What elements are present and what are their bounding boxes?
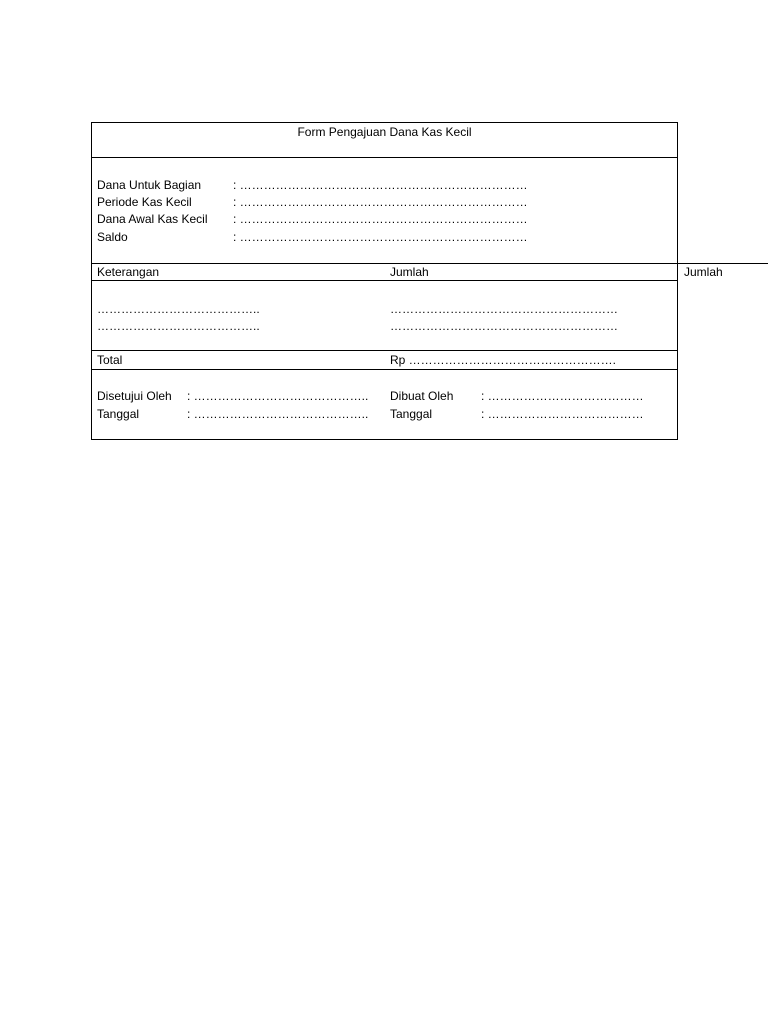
made-date-label: Tanggal <box>390 407 433 421</box>
approved-date-label: Tanggal <box>97 407 140 421</box>
made-by-value[interactable]: : ………………………………… <box>481 389 644 403</box>
divider-title <box>91 157 678 158</box>
field-value-dana-awal-kas-kecil[interactable]: : ……………………………………………………………… <box>233 212 528 226</box>
field-label-saldo: Saldo <box>97 230 128 244</box>
table-header-keterangan: Keterangan <box>97 265 160 279</box>
field-value-saldo[interactable]: : ……………………………………………………………… <box>233 230 528 244</box>
table-row-1-jumlah[interactable]: ………………………………………………… <box>390 302 618 316</box>
table-row-1-keterangan[interactable]: ………………………………….. <box>97 302 260 316</box>
table-header-jumlah-extra: Jumlah <box>684 265 723 279</box>
approved-by-value[interactable]: : …………………………………….. <box>187 389 369 403</box>
approved-date-value[interactable]: : …………………………………….. <box>187 407 369 421</box>
divider-table-header-top <box>91 263 768 264</box>
divider-table-header-bottom <box>91 280 678 281</box>
field-label-dana-untuk-bagian: Dana Untuk Bagian <box>97 178 202 192</box>
field-label-periode-kas-kecil: Periode Kas Kecil <box>97 195 192 209</box>
field-value-dana-untuk-bagian[interactable]: : ……………………………………………………………… <box>233 178 528 192</box>
made-by-label: Dibuat Oleh <box>390 389 454 403</box>
field-value-periode-kas-kecil[interactable]: : ……………………………………………………………… <box>233 195 528 209</box>
total-value[interactable]: Rp ……………………………………………. <box>390 353 617 367</box>
form-title: Form Pengajuan Dana Kas Kecil <box>297 125 472 139</box>
divider-total-top <box>91 350 678 351</box>
made-date-value[interactable]: : ………………………………… <box>481 407 644 421</box>
table-header-jumlah: Jumlah <box>390 265 429 279</box>
table-row-2-keterangan[interactable]: ………………………………….. <box>97 319 260 333</box>
approved-by-label: Disetujui Oleh <box>97 389 172 403</box>
table-row-2-jumlah[interactable]: ………………………………………………… <box>390 319 618 333</box>
divider-total-bottom <box>91 369 678 370</box>
total-label: Total <box>97 353 123 367</box>
field-label-dana-awal-kas-kecil: Dana Awal Kas Kecil <box>97 212 208 226</box>
